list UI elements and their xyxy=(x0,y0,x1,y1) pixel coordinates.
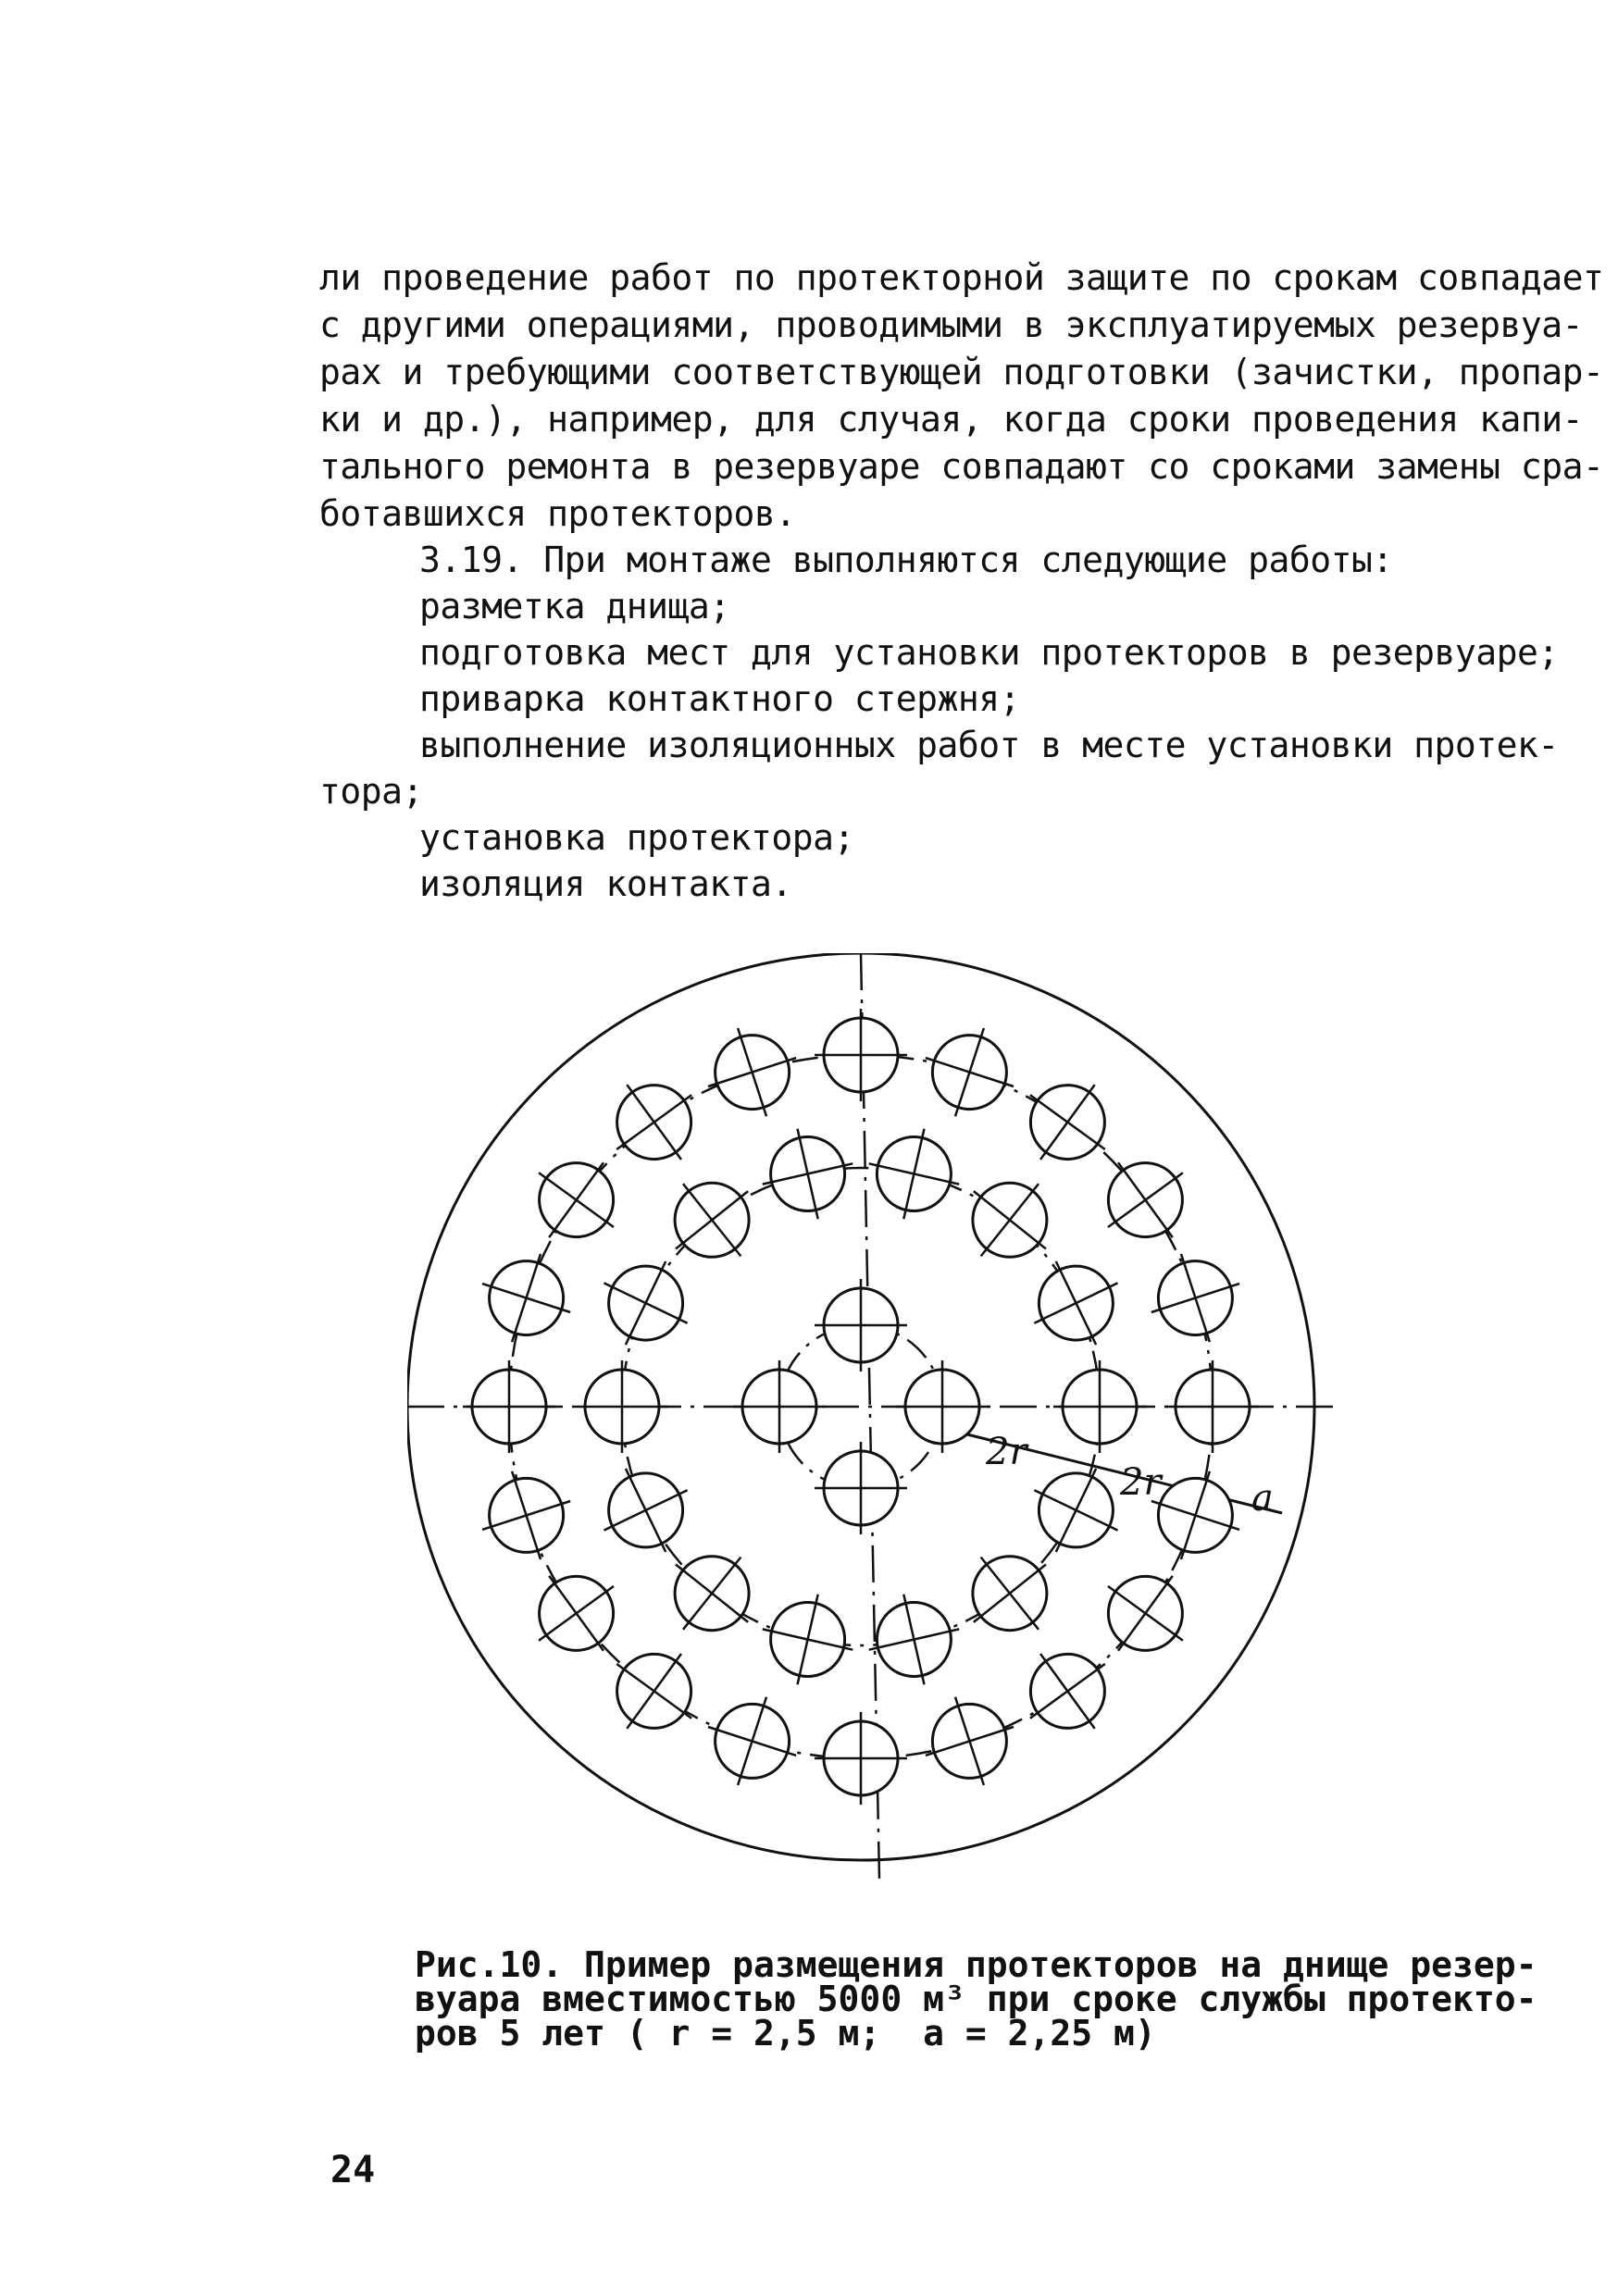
protector-outer-1 xyxy=(1166,1360,1259,1453)
paragraph-line: ки и др.), например, для случая, когда сроки проведения капи- xyxy=(319,399,1584,440)
protector-outer-10 xyxy=(482,1471,570,1559)
paragraph-line: ботавшихся протекторов. xyxy=(319,493,796,534)
list-item: изоляция контакта. xyxy=(419,863,792,904)
protector-middle-11 xyxy=(763,1129,853,1220)
protector-middle-5 xyxy=(763,1595,853,1685)
protector-middle-4 xyxy=(869,1595,959,1685)
protector-outer-15 xyxy=(708,1028,796,1116)
paragraph-line: ли проведение работ по протекторной защите по срокам совпадает xyxy=(319,257,1604,298)
label-a: a xyxy=(1251,1477,1274,1520)
protector-middle-7 xyxy=(604,1469,688,1552)
caption-line: ров 5 лет ( r = 2,5 м; a = 2,25 м) xyxy=(415,2013,1156,2054)
caption-line: вуара вместимостью 5000 м³ при сроке службы протекто- xyxy=(415,1979,1537,2019)
protector-middle-1 xyxy=(1053,1360,1146,1453)
protector-middle-12 xyxy=(869,1129,959,1220)
protector-middle-13 xyxy=(973,1183,1047,1257)
list-item: подготовка мест для установки протекторов в резервуаре; xyxy=(419,632,1559,673)
list-item: приварка контактного стержня; xyxy=(419,678,1020,719)
protector-outer-11 xyxy=(463,1360,555,1453)
protector-outer-14 xyxy=(616,1085,691,1160)
protector-middle-10 xyxy=(675,1183,749,1257)
paragraph-line: тального ремонта в резервуаре совпадают со сроками замены сра- xyxy=(319,446,1604,487)
protector-outer-16 xyxy=(815,1009,907,1101)
protector-middle-9 xyxy=(604,1261,688,1345)
protector-outer-3 xyxy=(1108,1576,1183,1651)
protector-outer-19 xyxy=(1108,1162,1183,1237)
protector-outer-5 xyxy=(926,1697,1014,1785)
protector-middle-2 xyxy=(1034,1469,1117,1552)
protector-inner-2 xyxy=(815,1442,907,1534)
protector-inner-1 xyxy=(896,1360,989,1453)
protector-outer-6 xyxy=(815,1712,907,1805)
protector-outer-12 xyxy=(482,1254,570,1342)
label-r-inner: 2r xyxy=(986,1431,1027,1473)
protector-inner-3 xyxy=(733,1360,826,1453)
protector-layout-diagram xyxy=(407,953,1370,1916)
caption-line: Рис.10. Пример размещения протекторов на днище резер- xyxy=(415,1944,1537,1985)
protector-outer-4 xyxy=(1030,1654,1105,1729)
list-item-continuation: тора; xyxy=(319,771,423,812)
protector-outer-13 xyxy=(539,1162,614,1237)
list-item: разметка днища; xyxy=(419,586,730,627)
protector-outer-7 xyxy=(708,1697,796,1785)
section-heading: 3.19. При монтаже выполняются следующие работы: xyxy=(419,540,1393,580)
protector-middle-8 xyxy=(576,1360,668,1453)
paragraph-line: с другими операциями, проводимыми в эксплуатируемых резервуа- xyxy=(319,304,1584,345)
protector-middle-3 xyxy=(973,1557,1047,1631)
list-item: выполнение изоляционных работ в месте установки протек- xyxy=(419,725,1559,765)
label-r-outer: 2r xyxy=(1120,1461,1162,1504)
protector-outer-20 xyxy=(1151,1254,1239,1342)
protector-outer-8 xyxy=(616,1654,691,1729)
paragraph-line: рах и требующими соответствующей подготовки (зачистки, пропар- xyxy=(319,352,1604,392)
page-number: 24 xyxy=(330,2149,376,2191)
protector-outer-18 xyxy=(1030,1085,1105,1160)
figure-caption xyxy=(415,1944,1537,2054)
protector-outer-17 xyxy=(926,1028,1014,1116)
list-item: установка протектора; xyxy=(419,817,854,858)
protector-middle-14 xyxy=(1034,1261,1117,1345)
protector-outer-9 xyxy=(539,1576,614,1651)
protector-inner-4 xyxy=(815,1279,907,1371)
protector-middle-6 xyxy=(675,1557,749,1631)
